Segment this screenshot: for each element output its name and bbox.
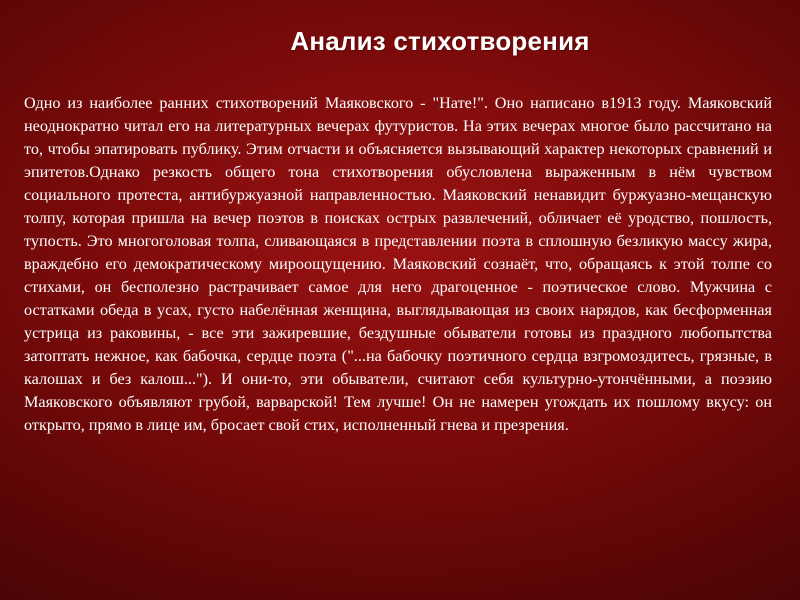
slide-body-text: Одно из наиболее ранних стихотворений Маяковского - "Нате!". Оно написано в1913 году. Маяковский неоднократно читал его на литературных вечерах футуристов. На этих вечерах многое было рассчитано на то, чтобы эпатировать публику. Этим отчасти и объясняется вызывающий характер некоторых сравнений и эпитетов.Однако резкость общего тона стихотворения обусловлена выраженным в нём чувством социального протеста, антибуржуазной направленностью. Маяковский ненавидит буржуазно-мещанскую толпу, которая пришла на вечер поэтов в поисках острых развлечений, обличает её уродство, пошлость, тупость. Это многоголовая толпа, сливающаяся в представлении поэта в сплошную безликую массу жира, враждебно его демократическому мироощущению. Маяковский сознаёт, что, обращаясь к этой толпе со стихами, он бесполезно растрачивает самое для него драгоценное - поэтическое слово. Мужчина с остатками обеда в усах, густо набелённая женщина, выглядывающая из своих нарядов, как бесформенная устрица из раковины, - все эти зажиревшие, бездушные обыватели готовы из праздного любопытства затоптать нежное, как бабочка, сердце поэта ("...на бабочку поэтичного сердца взгромоздитесь, грязные, в калошах и без калош..."). И они-то, эти обыватели, считают себя культурно-утончёнными, а поэзию Маяковского объявляют грубой, варварской! Тем лучше! Он не намерен угождать их пошлому вкусу: он открыто, прямо в лице им, бросает свой стих, исполненный гнева и презрения. (24, 94, 772, 434)
slide-title: Анализ стихотворения (290, 26, 590, 56)
